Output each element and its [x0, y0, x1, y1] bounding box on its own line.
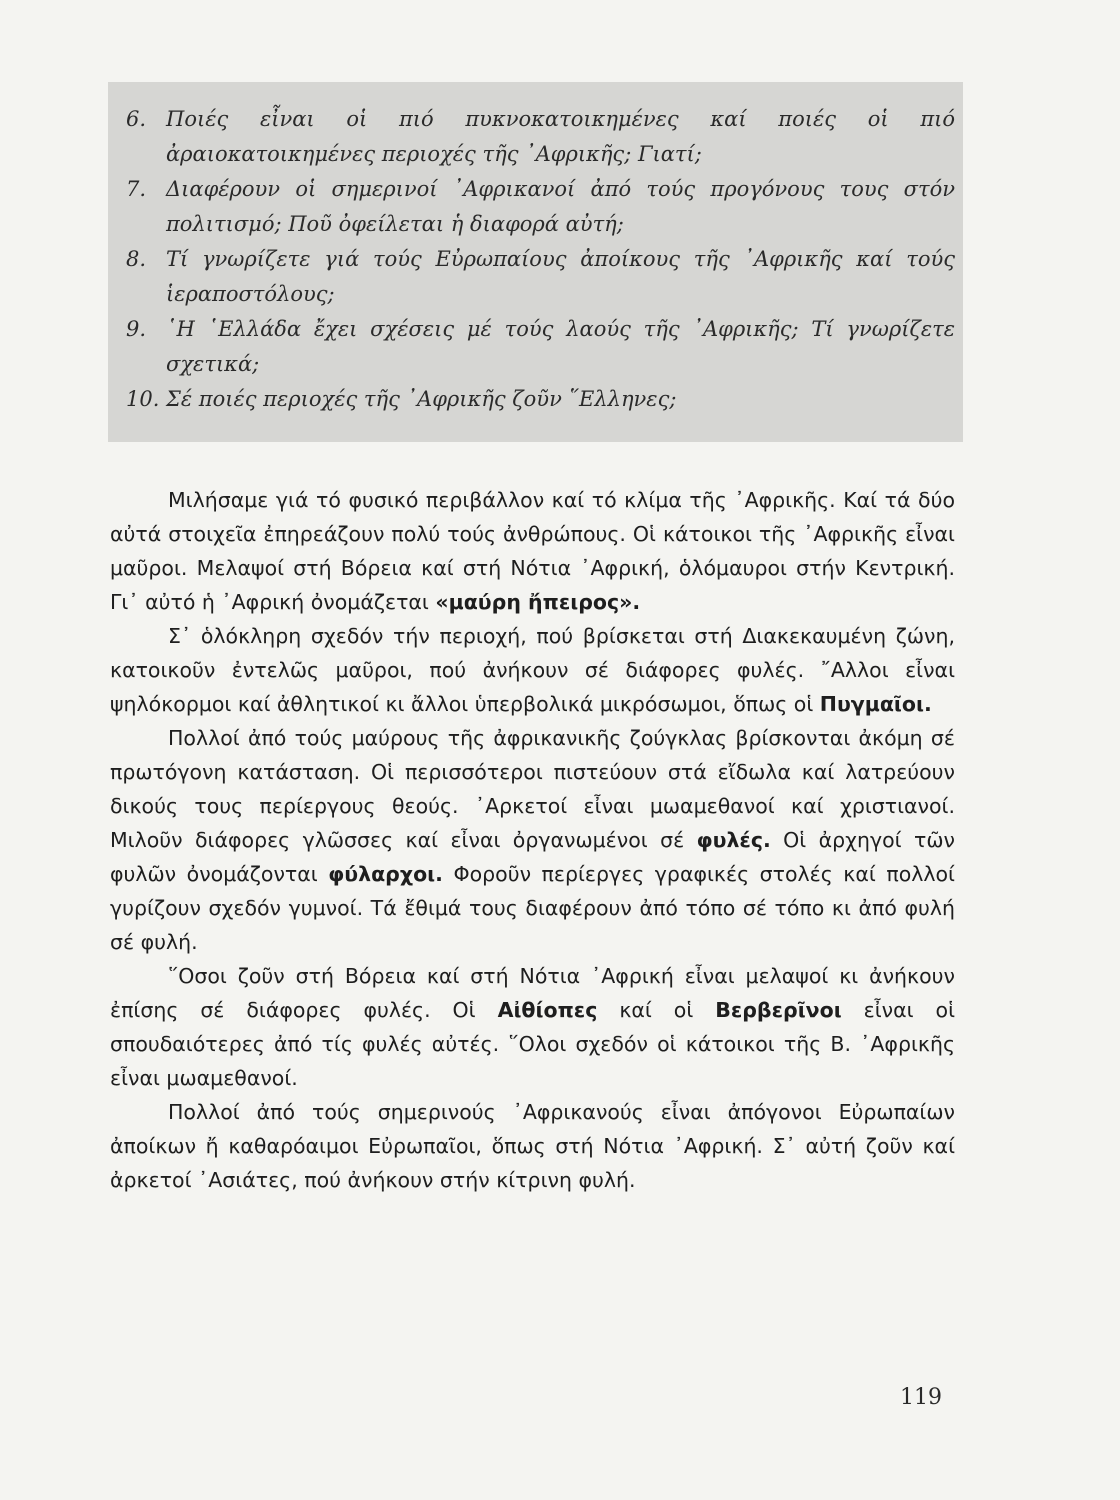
question-number: 9.	[126, 317, 147, 341]
paragraph-text: καί οἱ	[597, 998, 716, 1022]
body-text	[110, 483, 955, 1197]
question-item	[108, 312, 955, 382]
bold-term: «μαύρη ἤπειρος».	[435, 590, 641, 614]
paragraph-text: ῞Οσοι ζοῦν στή Βόρεια καί στή Νότια ᾿Αφρική εἶναι μελαψοί κι ἀνήκουν ἐπίσης σέ διάφορες φυλές. Οἱ	[110, 964, 955, 1022]
question-number: 8.	[126, 247, 147, 271]
questions-box	[108, 82, 963, 442]
question-number: 10.	[126, 387, 160, 411]
paragraph	[110, 959, 955, 1095]
paragraph	[110, 619, 955, 721]
bold-term: Πυγμαῖοι.	[819, 692, 932, 716]
bold-term: φύλαρχοι.	[328, 862, 443, 886]
question-text: Ποιές εἶναι οἱ πιό πυκνοκατοικημένες καί ποιές οἱ πιό ἀραιοκατοικημένες περιοχές τῆς ᾿Αφρικῆς; Γιατί;	[166, 107, 955, 166]
question-text: ῾Η ῾Ελλάδα ἔχει σχέσεις μέ τούς λαούς τῆς ᾿Αφρικῆς; Τί γνωρίζετε σχετικά;	[166, 317, 955, 376]
bold-term: Βερβερῖνοι	[715, 998, 842, 1022]
paragraph-text: Οἱ ἀρχηγοί τῶν φυλῶν ὀνομάζονται	[110, 828, 955, 886]
question-text: Σέ ποιές περιοχές τῆς ᾿Αφρικῆς ζοῦν ῞Ελληνες;	[166, 387, 677, 411]
question-item	[108, 382, 955, 417]
question-item	[108, 242, 955, 312]
paragraph	[110, 483, 955, 619]
paragraph-text: Πολλοί ἀπό τούς σημερινούς ᾿Αφρικανούς εἶναι ἀπόγονοι Εὐρωπαίων ἀποίκων ἤ καθαρόαιμοι Εὐρωπαῖοι, ὅπως στή Νότια ᾿Αφρική. Σ᾿ αὐτή ζοῦν καί ἀρκετοί ᾿Ασιάτες, πού ἀνήκουν στήν κίτρινη φυλή.	[110, 1100, 955, 1192]
paragraph-text: Σ᾿ ὁλόκληρη σχεδόν τήν περιοχή, πού βρίσκεται στή Διακεκαυμένη ζώνη, κατοικοῦν ἐντελῶς μαῦροι, πού ἀνήκουν σέ διάφορες φυλές. ῎Αλλοι εἶναι ψηλόκορμοι καί ἀθλητικοί κι ἄλλοι ὑπερβολικά μικρόσωμοι, ὅπως οἱ	[110, 624, 955, 716]
paragraph	[110, 721, 955, 959]
paragraph-text: Φοροῦν περίεργες γραφικές στολές καί πολλοί γυρίζουν σχεδόν γυμνοί. Τά ἔθιμά τους διαφέρουν ἀπό τόπο σέ τόπο κι ἀπό φυλή σέ φυλή.	[110, 862, 955, 954]
question-text: Διαφέρουν οἱ σημερινοί ᾿Αφρικανοί ἀπό τούς προγόνους τους στόν πολιτισμό; Ποῦ ὀφείλεται ἡ διαφορά αὐτή;	[166, 177, 955, 236]
bold-term: φυλές.	[696, 828, 771, 852]
question-number: 6.	[126, 107, 147, 131]
page-number: 119	[900, 1385, 942, 1410]
paragraph-text: Πολλοί ἀπό τούς μαύρους τῆς ἀφρικανικῆς ζούγκλας βρίσκονται ἀκόμη σέ πρωτόγονη κατάσταση. Οἱ περισσότεροι πιστεύουν στά εἴδωλα καί λατρεύουν δικούς τους περίεργους θεούς. ᾿Αρκετοί εἶναι μωαμεθανοί καί χριστιανοί. Μιλοῦν διάφορες γλῶσσες καί εἶναι ὀργανωμένοι σέ	[110, 726, 955, 852]
paragraph-text: εἶναι οἱ σπουδαιότερες ἀπό τίς φυλές αὐτές. ῞Ολοι σχεδόν οἱ κάτοικοι τῆς Β. ᾿Αφρικῆς εἶναι μωαμεθανοί.	[110, 998, 956, 1090]
question-item	[108, 102, 955, 172]
paragraph	[110, 1095, 955, 1197]
paragraph-text: Μιλήσαμε γιά τό φυσικό περιβάλλον καί τό κλίμα τῆς ᾿Αφρικῆς. Καί τά δύο αὐτά στοιχεῖα ἐπηρεάζουν πολύ τούς ἀνθρώπους. Οἱ κάτοικοι τῆς ᾿Αφρικῆς εἶναι μαῦροι. Μελαψοί στή Βόρεια καί στή Νότια ᾿Αφρική, ὁλόμαυροι στήν Κεντρική. Γι᾿ αὐτό ἡ ᾿Αφρική ὀνομάζεται	[110, 488, 955, 614]
question-item	[108, 172, 955, 242]
question-number: 7.	[126, 177, 147, 201]
bold-term: Αἰθίοπες	[497, 998, 598, 1022]
question-text: Τί γνωρίζετε γιά τούς Εὐρωπαίους ἀποίκους τῆς ᾿Αφρικῆς καί τούς ἱεραποστόλους;	[166, 247, 955, 306]
